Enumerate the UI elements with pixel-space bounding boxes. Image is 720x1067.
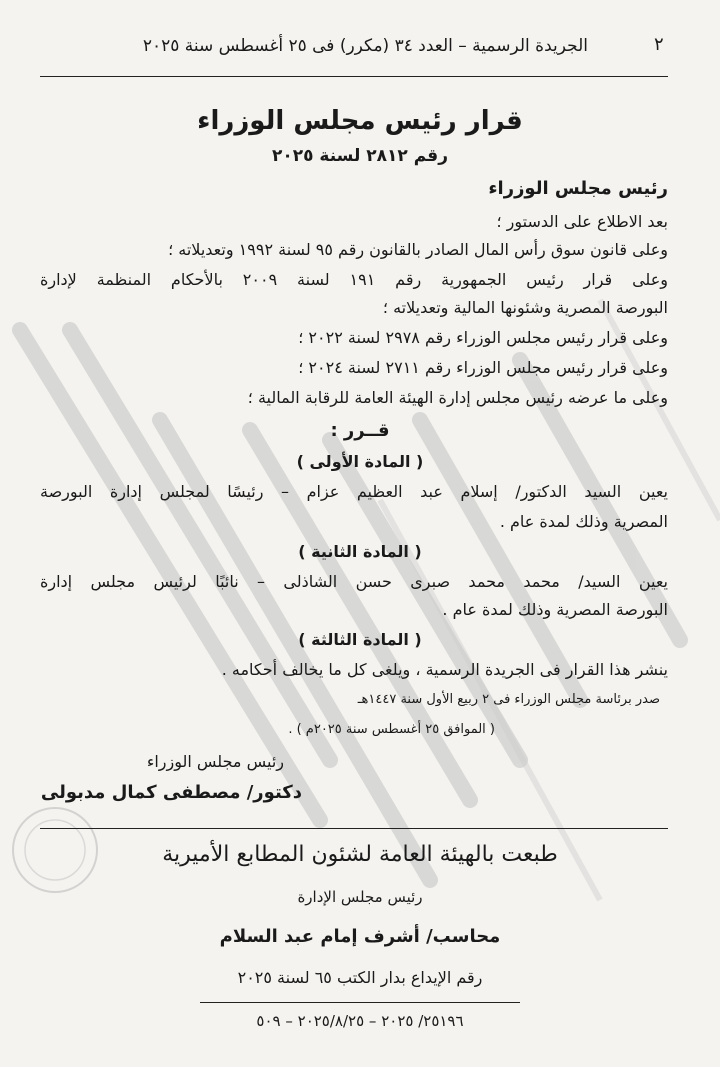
preamble-line: وعلى قرار رئيس مجلس الوزراء رقم ٢٧١١ لسنة ٢٠٢٤ ؛ xyxy=(298,358,668,377)
running-title: الجريدة الرسمية – العدد ٣٤ (مكرر) فى ٢٥ أغسطس سنة ٢٠٢٥ xyxy=(142,36,588,56)
footer-divider xyxy=(40,828,668,829)
issued-line: صدر برئاسة مجلس الوزراء فى ٢ ربيع الأول سنة ١٤٤٧هـ xyxy=(357,692,660,707)
preamble-line: البورصة المصرية وشئونها المالية وتعديلاته ؛ xyxy=(382,298,668,317)
signature-title: رئيس مجلس الوزراء xyxy=(146,752,284,771)
header-divider xyxy=(40,76,668,77)
article-1-line: المصرية وذلك لمدة عام . xyxy=(499,512,668,531)
decree-number: رقم ٢٨١٢ لسنة ٢٠٢٥ xyxy=(272,146,448,166)
printed-by: طبعت بالهيئة العامة لشئون المطابع الأميرية xyxy=(162,842,558,867)
deposit-divider xyxy=(200,1002,520,1003)
board-chair-name: محاسب/ أشرف إمام عبد السلام xyxy=(219,926,501,947)
article-1-heading: ( المادة الأولى ) xyxy=(296,452,424,471)
article-1-line: يعين السيد الدكتور/ إسلام عبد العظيم عزام – رئيسًا لمجلس إدارة البورصة xyxy=(40,482,668,501)
article-2-line: البورصة المصرية وذلك لمدة عام . xyxy=(442,600,668,619)
decree-title: قرار رئيس مجلس الوزراء xyxy=(197,106,523,136)
article-3-heading: ( المادة الثالثة ) xyxy=(298,630,422,649)
article-3-line: ينشر هذا القرار فى الجريدة الرسمية ، ويلغى كل ما يخالف أحكامه . xyxy=(221,660,668,679)
preamble-line: وعلى ما عرضه رئيس مجلس إدارة الهيئة العامة للرقابة المالية ؛ xyxy=(247,388,668,407)
article-2-line: يعين السيد/ محمد محمد صبرى حسن الشاذلى – نائبًا لرئيس مجلس إدارة xyxy=(40,572,668,591)
signature-name: دكتور/ مصطفى كمال مدبولى xyxy=(40,782,302,803)
preamble-line: وعلى قرار رئيس مجلس الوزراء رقم ٢٩٧٨ لسنة ٢٠٢٢ ؛ xyxy=(298,328,668,347)
preamble-line: وعلى قرار رئيس الجمهورية رقم ١٩١ لسنة ٢٠٠٩ بالأحكام المنظمة لإدارة xyxy=(40,270,668,289)
issuer-heading: رئيس مجلس الوزراء xyxy=(488,178,668,199)
preamble-line: وعلى قانون سوق رأس المال الصادر بالقانون رقم ٩٥ لسنة ١٩٩٢ وتعديلاته ؛ xyxy=(168,240,668,259)
preamble-line: بعد الاطلاع على الدستور ؛ xyxy=(496,212,668,231)
decided-heading: قــرر : xyxy=(330,420,390,441)
page-number: ٢ xyxy=(654,34,664,55)
equivalent-date: ( الموافق ٢٥ أغسطس سنة ٢٠٢٥م ) . xyxy=(288,722,495,737)
print-code: ٢٥١٩٦/ ٢٠٢٥ – ٢٠٢٥/٨/٢٥ – ٥٠٩ xyxy=(256,1012,464,1030)
article-2-heading: ( المادة الثانية ) xyxy=(298,542,422,561)
deposit-number: رقم الإيداع بدار الكتب ٦٥ لسنة ٢٠٢٥ xyxy=(237,968,483,987)
board-chair-title: رئيس مجلس الإدارة xyxy=(297,888,423,906)
